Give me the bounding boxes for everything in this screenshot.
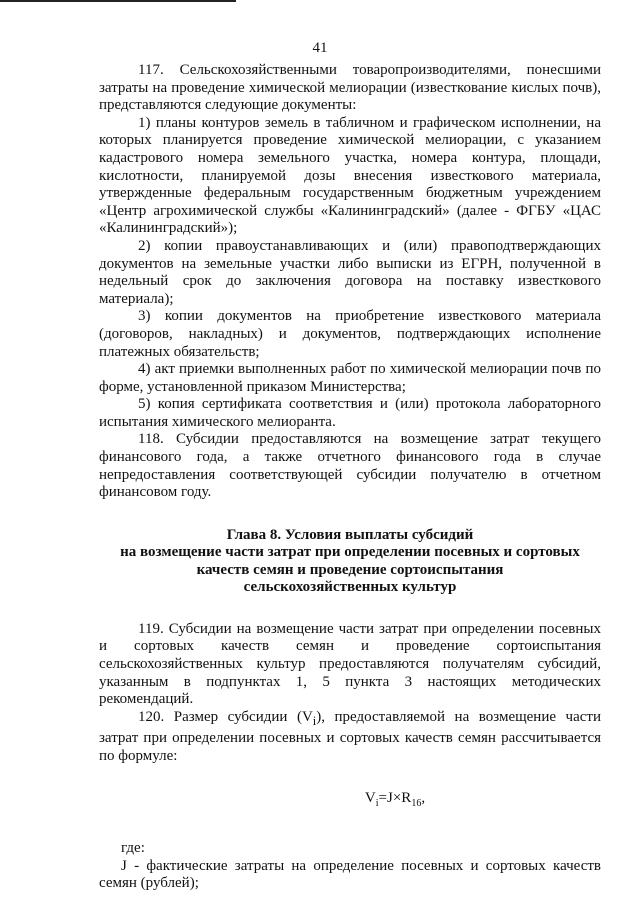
paragraph-120-end: ), предоставляемой на возмещение части затрат при определении посевных и сортовых качеств семян рассчитывается по формуле: <box>99 708 601 764</box>
chapter-heading-line-4: сельскохозяйственных культур <box>243 579 457 596</box>
paragraph-117-item-4: 4) акт приемки выполненных работ по химической мелиорации почв по форме, установленной приказом Министерства; <box>99 361 601 395</box>
formula-middle: =J×R <box>378 789 412 806</box>
chapter-heading-line-3: качеств семян и проведение сортоиспытания <box>196 561 504 578</box>
paragraph-117-item-3: 3) копии документов на приобретение известкового материала (договоров, накладных) и документов, подтверждающих исполнение платежных обязательств; <box>99 308 601 360</box>
paragraph-117-item-1: 1) планы контуров земель в табличном и графическом исполнении, на которых планируется проведение химической мелиорации, с указанием кадастрового номера земельного участка, номера контура, площади, кислотности, планируемой дозы внесения известкового материала, утвержденные федеральным государственным бюджетным учреждением «Центр агрохимической службы «Калининградский» (далее - ФГБУ «ЦАС «Калининградский»); <box>99 114 601 237</box>
where-label: где: <box>121 840 145 857</box>
chapter-heading <box>99 527 601 597</box>
formula-tail: , <box>421 789 426 806</box>
paragraph-117: 117. Сельскохозяйственными товаропроизводителями, понесшими затраты на проведение химической мелиорации (известкование кислых почв), представляются следующие документы: <box>99 62 601 114</box>
paragraph-117-item-5: 5) копия сертификата соответствия и (или) протокола лабораторного испытания химического мелиоранта. <box>99 396 601 430</box>
formula-v-subscript: i <box>375 797 379 809</box>
paragraph-120-start: 120. Размер субсидии (V <box>138 708 313 725</box>
formula <box>99 790 601 813</box>
formula-r-subscript: 16 <box>411 797 422 809</box>
top-rule <box>0 0 236 2</box>
paragraph-118: 118. Субсидии предоставляются на возмещение затрат текущего финансового года, а также отчетного финансового года в случае непредоставления соответствующей субсидии получателю в отчетном финансовом году. <box>99 431 601 501</box>
definition-j: J - фактические затраты на определение посевных и сортовых качеств семян (рублей); <box>99 857 601 892</box>
page-number: 41 <box>312 40 328 56</box>
paragraph-117-item-2: 2) копии правоустанавливающих и (или) правоподтверждающих документов на земельные участки либо выписки из ЕГРН, полученной в недельный срок до заключения договора на поставку известкового материала); <box>99 237 601 307</box>
paragraph-120 <box>99 709 601 766</box>
paragraph-120-subscript: i <box>312 713 317 728</box>
document-body <box>99 62 601 893</box>
chapter-heading-line-1: Глава 8. Условия выплаты субсидий <box>226 526 474 543</box>
chapter-heading-line-2: на возмещение части затрат при определении посевных и сортовых <box>120 544 580 561</box>
paragraph-119: 119. Субсидии на возмещение части затрат при определении посевных и сортовых качеств семян и проведение сортоиспытания сельскохозяйственных культур предоставляются получателям субсидий, указанным в подпунктах 1, 5 пункта 3 настоящих методических рекомендаций. <box>99 620 601 708</box>
formula-v: V <box>364 789 376 806</box>
